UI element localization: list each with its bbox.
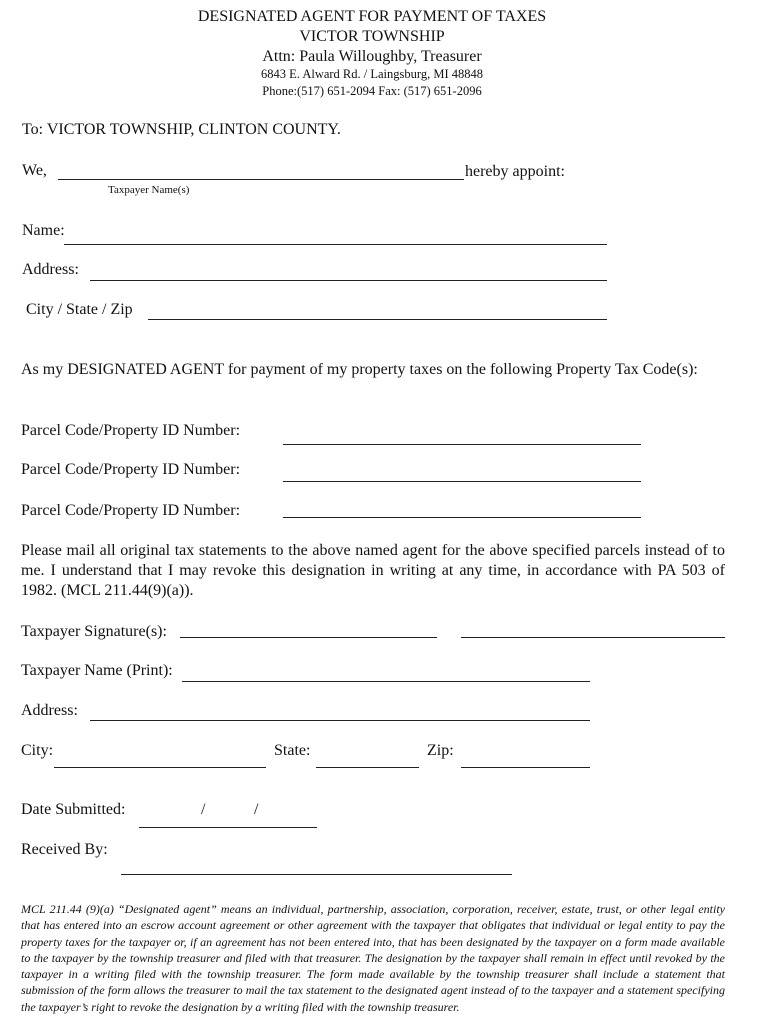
parcel-field-2[interactable]	[283, 481, 641, 482]
parcel-label-3: Parcel Code/Property ID Number:	[21, 502, 241, 519]
parcel-label-2: Parcel Code/Property ID Number:	[21, 461, 241, 478]
taxpayer-signature-field-2[interactable]	[461, 637, 725, 638]
agent-city-state-zip-label: City / State / Zip	[26, 301, 133, 318]
mail-statement: Please mail all original tax statements to the above named agent for the above specified parcels instead of to me. I understand that I may revoke this designation in writing at any time, in accordance with PA 503 of 1982. (MCL 211.44(9)(a)).	[21, 542, 725, 599]
taxpayer-name-print-label: Taxpayer Name (Print):	[21, 662, 173, 679]
agent-address-label: Address:	[22, 261, 79, 278]
treasurer-phone-fax: Phone:(517) 651-2094 Fax: (517) 651-2096	[262, 84, 482, 98]
treasurer-address: 6843 E. Alward Rd. / Laingsburg, MI 48848	[261, 67, 483, 81]
designation-statement: As my DESIGNATED AGENT for payment of my property taxes on the following Property Tax Code(s):	[21, 361, 698, 378]
taxpayer-city-field[interactable]	[54, 767, 266, 768]
taxpayer-state-field[interactable]	[316, 767, 419, 768]
received-by-field[interactable]	[121, 874, 512, 875]
township-name: VICTOR TOWNSHIP	[299, 28, 445, 45]
taxpayer-zip-label: Zip:	[427, 742, 454, 759]
received-by-label: Received By:	[21, 841, 108, 858]
parcel-field-1[interactable]	[283, 444, 641, 445]
parcel-label-1: Parcel Code/Property ID Number:	[21, 422, 241, 439]
parcel-field-3[interactable]	[283, 517, 641, 518]
taxpayer-signature-label: Taxpayer Signature(s):	[21, 623, 167, 640]
date-separator-2: /	[254, 801, 259, 818]
to-line: To: VICTOR TOWNSHIP, CLINTON COUNTY.	[22, 121, 341, 138]
taxpayer-signature-field-1[interactable]	[180, 637, 437, 638]
taxpayer-names-caption: Taxpayer Name(s)	[108, 184, 190, 196]
agent-name-label: Name:	[22, 222, 65, 239]
form-title: DESIGNATED AGENT FOR PAYMENT OF TAXES	[197, 8, 547, 25]
agent-address-field[interactable]	[90, 280, 607, 281]
taxpayer-names-field[interactable]	[58, 179, 464, 180]
mcl-definition-footnote: MCL 211.44 (9)(a) “Designated agent” means an individual, partnership, association, corporation, receiver, estate, trust, or other legal entity that has entered into an escrow account agreement or other agreement with the taxpayer that obligates that individual or legal entity to pay the property taxes for the taxpayer or, if an agreement has not been entered into, that has been designated by the taxpayer on a form made available to the taxpayer by the township treasurer and filed with that treasurer. The designation by the taxpayer shall remain in effect until revoked by the taxpayer in a writing filed with the township treasurer. The form made available by the township treasurer shall include a statement that submission of the form allows the treasurer to mail the tax statement to the designated agent instead of to the taxpayer and a statement specifying the taxpayer’s right to revoke the designation by a writing filed with the township treasurer.	[21, 902, 725, 1014]
we-label: We,	[22, 162, 47, 179]
taxpayer-zip-field[interactable]	[461, 767, 590, 768]
taxpayer-address-label: Address:	[21, 702, 78, 719]
date-separator-1: /	[201, 801, 206, 818]
agent-city-state-zip-field[interactable]	[148, 319, 607, 320]
agent-name-field[interactable]	[64, 244, 607, 245]
taxpayer-city-label: City:	[21, 742, 54, 759]
taxpayer-name-print-field[interactable]	[182, 681, 590, 682]
treasurer-attn: Attn: Paula Willoughby, Treasurer	[262, 48, 482, 65]
taxpayer-state-label: State:	[274, 742, 311, 759]
taxpayer-address-field[interactable]	[90, 720, 590, 721]
date-submitted-label: Date Submitted:	[21, 801, 126, 818]
hereby-appoint-label: hereby appoint:	[465, 163, 565, 180]
date-submitted-field[interactable]	[139, 827, 317, 828]
